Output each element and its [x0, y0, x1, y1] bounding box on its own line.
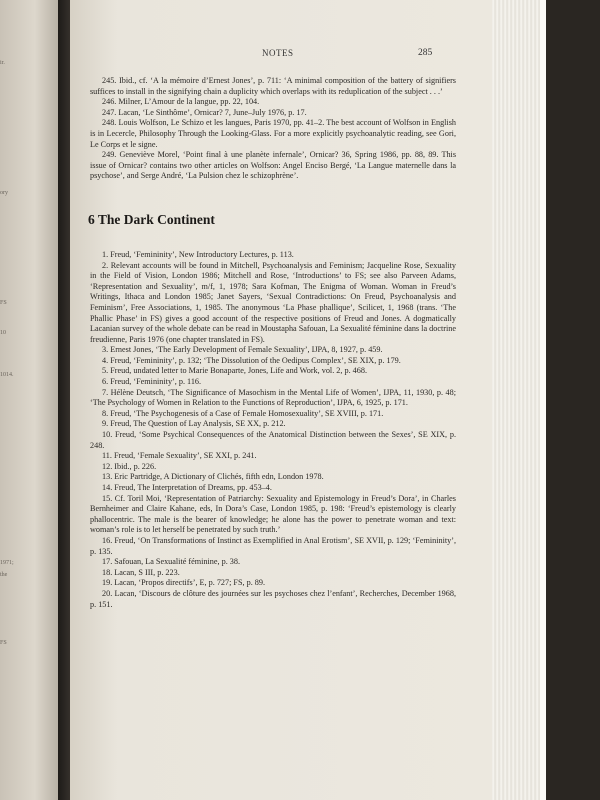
- note-item: 17. Safouan, La Sexualité féminine, p. 38.: [102, 557, 241, 567]
- note-item: 246. Milner, L’Amour de la langue, pp. 22, 104.: [102, 97, 260, 107]
- note-item: 9. Freud, The Question of Lay Analysis, SE XX, p. 212.: [102, 419, 286, 429]
- notes-body: [90, 76, 456, 610]
- margin-fragment: ory: [0, 190, 8, 196]
- note-item: 4. Freud, ‘Femininity’, p. 132; ‘The Dissolution of the Oedipus Complex’, SE XIX, p. 179.: [102, 355, 401, 365]
- note-item: 247. Lacan, ‘Le Sinthôme’, Ornicar? 7, June–July 1976, p. 17.: [102, 107, 307, 117]
- note-item: 8. Freud, ‘The Psychogenesis of a Case of Female Homosexuality’, SE XVIII, p. 171.: [102, 408, 384, 418]
- margin-fragment: 1971;: [0, 560, 14, 566]
- note-item: 10. Freud, ‘Some Psychical Consequences of the Anatomical Distinction between the Sexes’, SE XIX, p. 248.: [90, 430, 456, 450]
- note-item: 2. Relevant accounts will be found in Mitchell, Psychoanalysis and Feminism; Jacqueline Rose, Sexuality in the Field of Vision, London 1986; Mitchell and Rose, ‘Introductions’ to FS; see also Parveen Adams, ‘Representation and Sexuality’, m/f, 1, 1978; Sara Kofman, The Enigma of Woman. Woman in Freud’s Writings, Ithaca and London 1985; Janet Sayers, ‘Sexual Contradictions: On Freud, Psychoanalysis and Feminism’, Free Associations, 1, 1985. The anonymous ‘La Phase phallique’, Scilicet, 1, 1968 (trans. ‘The Phallic Phase’ in FS) gives a good account of the respective positions of Freud and Jones. A dogmatically Lacanian survey of the whole debate can be read in Moustapha Safouan, La Sexualité féminine dans la doctrine freudienne, Paris 1976 (one chapter translated in FS).: [90, 260, 456, 344]
- book-page: [70, 0, 546, 800]
- note-item: 249. Geneviève Morel, ‘Point final à une planète infernale’, Ornicar? 36, Spring 1986, pp. 88, 89. This issue of Ornicar? contains two other articles on Wolfson: Angel Enciso Bergé, ‘La Langue maternelle dans la psychose’, and Serge André, ‘La Pulsion chez le schizophrène’.: [90, 150, 456, 181]
- margin-fragment: the: [0, 572, 8, 578]
- note-item: 14. Freud, The Interpretation of Dreams, pp. 453–4.: [102, 483, 272, 492]
- note-item: 15. Cf. Toril Moi, ‘Representation of Patriarchy: Sexuality and Epistemology in Freud’s Dora’, in Charles Bernheimer and Claire Kahane, eds, In Dora’s Case, London 1985, p. 198: ‘Freud’s epistemology is clearly phallocentric. The male is the bearer of knowledge; he alone has the power to penetrate woman and text: woman’s role is to let herself be penetrated by such truth.’: [90, 493, 456, 535]
- note-item: 7. Hélène Deutsch, ‘The Significance of Masochism in the Mental Life of Women’, IJPA, 11, 1930, p. 48; ‘The Psychology of Women in Relation to the Functions of Reproduction’, IJPA, 6, 1925, p. 171.: [90, 387, 456, 408]
- note-item: 5. Freud, undated letter to Marie Bonaparte, Jones, Life and Work, vol. 2, p. 468.: [102, 366, 367, 376]
- note-item: 11. Freud, ‘Female Sexuality’, SE XXI, p. 241.: [102, 451, 257, 461]
- margin-fragment: ir.: [0, 60, 5, 66]
- margin-fragment: FS: [0, 640, 7, 646]
- page-number: 285: [418, 48, 433, 58]
- note-item: 19. Lacan, ‘Propos directifs’, E, p. 727; FS, p. 89.: [102, 578, 266, 588]
- note-item: 6. Freud, ‘Femininity’, p. 116.: [102, 377, 202, 387]
- running-title: NOTES: [262, 48, 294, 58]
- note-item: 13. Eric Partridge, A Dictionary of Clichés, fifth edn, London 1978.: [102, 472, 324, 482]
- left-facing-page: [0, 0, 58, 800]
- note-item: 3. Ernest Jones, ‘The Early Development of Female Sexuality’, IJPA, 8, 1927, p. 459.: [102, 345, 383, 355]
- margin-fragment: FS: [0, 300, 7, 306]
- note-item: 12. Ibid., p. 226.: [102, 461, 157, 471]
- note-item: 248. Louis Wolfson, Le Schizo et les langues, Paris 1970, pp. 41–2. The best account of Wolfson in English is in Lecercle, Philosophy Through the Looking-Glass. For a more explicitly psychoanalytic reading, see Gori, Le Corps et le signe.: [90, 118, 456, 149]
- note-item: 18. Lacan, S III, p. 223.: [102, 567, 180, 577]
- margin-fragment: 1014.: [0, 372, 14, 378]
- note-item: 245. Ibid., cf. ‘A la mémoire d’Ernest Jones’, p. 711: ‘A minimal composition of the battery of signifiers suffices to install in the signifying chain a duplicity which overlaps with its reduplication of the subject . . .’: [90, 76, 456, 96]
- margin-fragment: 10: [0, 330, 6, 336]
- page-edges: [492, 0, 546, 800]
- note-item: 16. Freud, ‘On Transformations of Instinct as Exemplified in Anal Erotism’, SE XVII, p. 129; ‘Femininity’, p. 135.: [90, 535, 456, 556]
- section-heading: 6 The Dark Continent: [88, 211, 215, 227]
- page-header: [70, 48, 546, 62]
- note-item: 20. Lacan, ‘Discours de clôture des journées sur les psychoses chez l’enfant’, Recherches, December 1968, p. 151.: [90, 588, 456, 609]
- note-item: 1. Freud, ‘Femininity’, New Introductory Lectures, p. 113.: [102, 249, 294, 259]
